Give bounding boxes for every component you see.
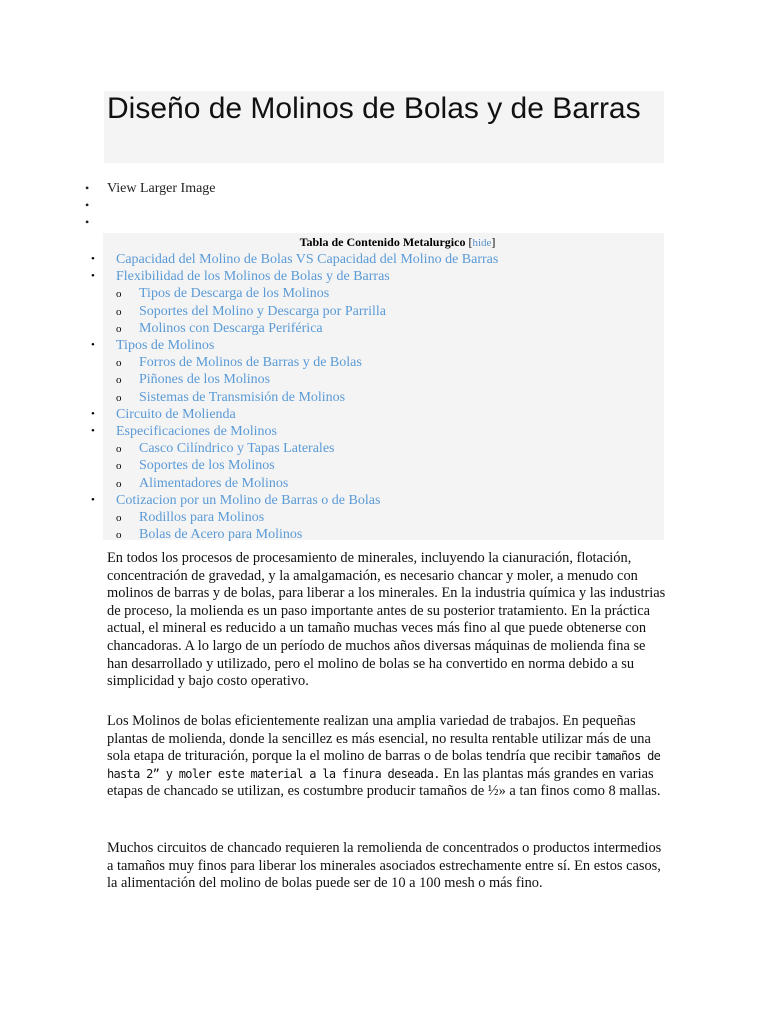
toc-hide-link[interactable]: hide [472, 237, 492, 249]
page-title: Diseño de Molinos de Bolas y de Barras [107, 92, 641, 125]
paragraph-intro: En todos los procesos de procesamiento de minerales, incluyendo la cianuración, flotación, concentración de gravedad, y la amalgamación, es necesario chancar y moler, a menudo con molinos de barras y de bolas, para liberar a los minerales. En la industria química y las industrias de proceso, la molienda es un paso importante antes de su posterior tratamiento. En la práctica actual, el mineral es reducido a un tamaño muchas veces más fino al que puede obtenerse con chancadoras. A lo largo de un período de muchos años diversas máquinas de molienda fina se han desarrollado y utilizado, pero el molino de bolas se ha convertido en norma debido a su simplicidad y bajo costo operativo. [107, 550, 666, 690]
paragraph-ball-mills-part-b: tamaños de hasta 2” y moler este material a la finura deseada. [107, 749, 661, 781]
view-larger-image-link[interactable]: • View Larger Image [107, 180, 216, 197]
bracket-close: ] [491, 235, 496, 249]
toc-item [103, 492, 664, 544]
toc-subitem [116, 457, 664, 474]
paragraph-ball-mills-part-c: En las plantas más grandes en varias etapas de chancado se utilizan, es costumbre producir tamaños de ½» a tan finos como 8 mallas. [107, 765, 661, 800]
paragraph-ball-mills [107, 713, 667, 801]
toc-subitem [116, 509, 664, 526]
toc-subitem [116, 371, 664, 388]
toc-item [103, 337, 664, 406]
table-of-contents [103, 233, 664, 543]
toc-sublink[interactable]: o Tipos de Descarga de los Molinos [139, 286, 330, 302]
toc-sublink[interactable]: o Molinos con Descarga Periférica [139, 320, 323, 336]
paragraph-ball-mills-part-a: Los Molinos de bolas eficientemente realizan una amplia variedad de trabajos. En pequeñas plantas de molienda, donde la sencillez es más esencial, no resulta rentable utilizar más de una sola etapa de trituración, porque la el molino de barras o de bolas tendría que recibir [107, 713, 651, 765]
toc-sublink[interactable]: o Forros de Molinos de Barras y de Bolas [139, 355, 362, 371]
toc-sublist [116, 354, 664, 406]
list-item-empty [107, 197, 216, 214]
paragraph-regrind: Muchos circuitos de chancado requieren la remolienda de concentrados o productos intermedios a tamaños muy finos para liberar los minerales asociados estrechamente entre sí. En estos casos, la alimentación del molino de bolas puede ser de 10 a 100 mesh o más fino. [107, 840, 662, 892]
toc-subitem [116, 389, 664, 406]
toc-subitem [116, 285, 664, 302]
toc-heading-row [103, 233, 664, 251]
toc-sublink[interactable]: o Alimentadores de Molinos [139, 475, 289, 491]
list-item-empty [107, 214, 216, 231]
toc-link[interactable]: • Capacidad del Molino de Bolas VS Capacidad del Molino de Barras [116, 252, 499, 267]
toc-sublink[interactable]: o Soportes del Molino y Descarga por Parrilla [139, 303, 387, 319]
toc-subitem [116, 440, 664, 457]
toc-link[interactable]: • Cotizacion por un Molino de Barras o de Bolas [116, 492, 381, 508]
toc-sublist [116, 440, 664, 492]
toc-sublink[interactable]: o Casco Cilíndrico y Tapas Laterales [139, 441, 335, 457]
toc-list [103, 251, 664, 543]
toc-sublink[interactable]: o Bolas de Acero para Molinos [139, 527, 303, 543]
toc-sublink[interactable]: o Soportes de los Molinos [139, 458, 275, 474]
page-title-box [104, 91, 664, 163]
toc-item [103, 406, 664, 423]
toc-link[interactable]: • Circuito de Molienda [116, 406, 236, 422]
toc-heading: Tabla de Contenido Metalurgico [299, 235, 466, 249]
image-list [107, 180, 216, 231]
toc-subitem [116, 303, 664, 320]
toc-sublink[interactable]: o Rodillos para Molinos [139, 510, 265, 526]
toc-link[interactable]: • Especificaciones de Molinos [116, 424, 277, 440]
toc-link[interactable]: • Tipos de Molinos [116, 338, 215, 354]
toc-sublist [116, 509, 664, 543]
toc-sublink[interactable]: o Sistemas de Transmisión de Molinos [139, 389, 346, 405]
toc-item [103, 251, 664, 268]
toc-subitem [116, 320, 664, 337]
toc-subitem [116, 475, 664, 492]
toc-item [103, 268, 664, 337]
toc-sublist [116, 285, 664, 337]
toc-subitem [116, 354, 664, 371]
toc-subitem [116, 526, 664, 543]
bracket-open: [ [468, 235, 473, 249]
toc-link[interactable]: • Flexibilidad de los Molinos de Bolas y de Barras [116, 269, 390, 285]
toc-item [103, 423, 664, 492]
toc-sublink[interactable]: o Piñones de los Molinos [139, 372, 271, 388]
